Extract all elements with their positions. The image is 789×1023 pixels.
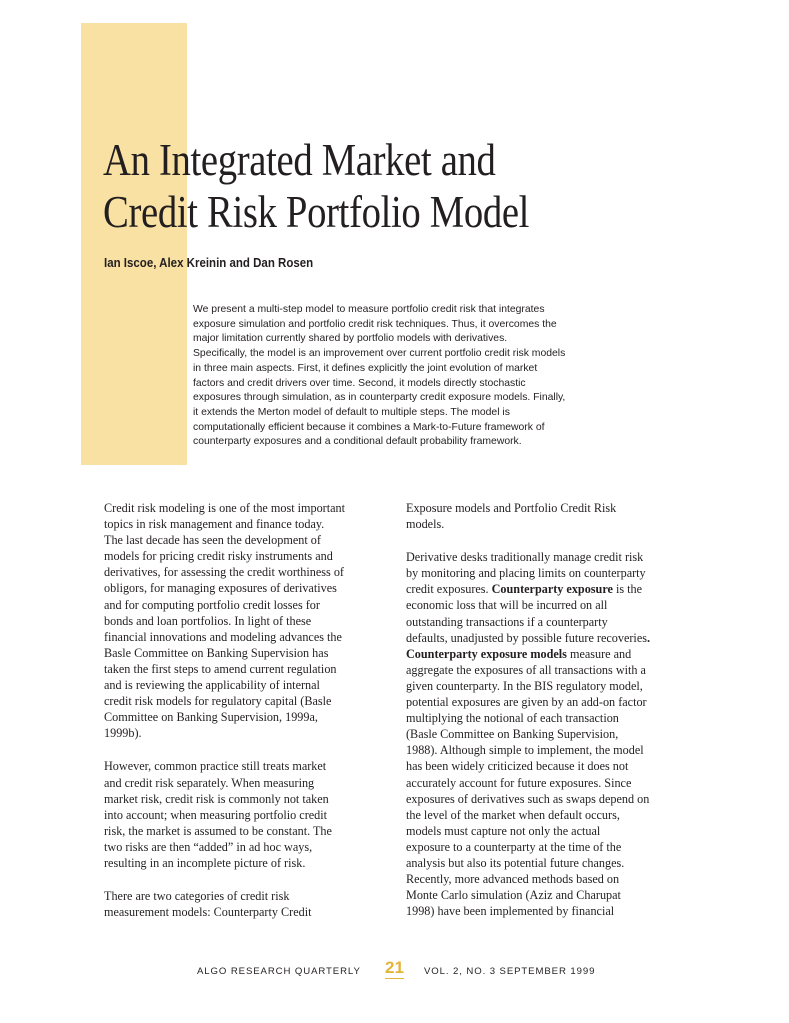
body-line: Monte Carlo simulation (Aziz and Charupat	[406, 888, 621, 903]
body-line: Exposure models and Portfolio Credit Risk	[406, 501, 617, 515]
body-line: resulting in an incomplete picture of risk.	[104, 855, 306, 870]
abstract-line: major limitation currently shared by portfolio models with derivatives.	[193, 333, 508, 345]
body-line: obligors, for managing exposures of derivatives	[104, 581, 337, 596]
body-line	[406, 646, 696, 662]
body-paragraph	[104, 758, 394, 871]
body-paragraph	[104, 500, 394, 741]
body-line: topics in risk management and finance today.	[104, 517, 325, 532]
body-line: Basle Committee on Banking Supervision has	[104, 645, 329, 660]
footer-issue: VOL. 2, NO. 3 SEPTEMBER 1999	[424, 966, 596, 977]
abstract-line: computationally efficient because it combines a Mark-to-Future framework of	[193, 421, 545, 433]
body-line: by monitoring and placing limits on counterparty	[406, 566, 646, 581]
body-text: measure and	[566, 646, 632, 661]
body-line: potential exposures are given by an add-on factor	[406, 695, 647, 710]
abstract-line: exposure simulation and portfolio credit risk techniques. Thus, it overcomes the	[193, 318, 557, 330]
body-paragraph	[104, 888, 394, 920]
body-line: derivatives, for assessing the credit worthiness of	[104, 565, 344, 580]
abstract-line: Specifically, the model is an improvement over current portfolio credit risk models	[193, 348, 566, 360]
body-line: the level of the market when default occurs,	[406, 807, 620, 822]
body-line: given counterparty. In the BIS regulatory model,	[406, 678, 643, 693]
body-line: 1988). Although simple to implement, the model	[406, 743, 644, 758]
body-line: The last decade has seen the development of	[104, 533, 321, 548]
body-line: has been widely criticized because it does not	[406, 759, 629, 774]
body-column-right	[406, 500, 696, 936]
body-line: models for pricing credit risky instruments and	[104, 549, 333, 564]
abstract-line: it extends the Merton model of default to multiple steps. The model is	[193, 406, 510, 418]
body-line: multiplying the notional of each transaction	[406, 711, 619, 726]
body-text: defaults, unadjusted by possible future recoveries	[406, 630, 647, 645]
body-paragraph	[406, 500, 696, 532]
body-line: analysis but also its potential future changes.	[406, 855, 625, 870]
body-column-left	[104, 500, 394, 937]
body-text: .	[646, 630, 651, 645]
body-paragraph	[406, 549, 696, 919]
body-line: market risk, credit risk is commonly not taken	[104, 791, 329, 806]
body-line: models must capture not only the actual	[406, 823, 601, 838]
abstract-line: exposures through simulation, as in counterparty credit exposure models. Finally,	[193, 392, 566, 404]
term-counterparty-exposure-models: Counterparty exposure models	[406, 646, 567, 661]
body-line: accurately account for future exposures. Since	[406, 775, 632, 790]
body-line: Credit risk modeling is one of the most important	[104, 501, 346, 515]
body-text: is the	[612, 582, 643, 597]
body-line: 1998) have been implemented by financial	[406, 904, 615, 919]
footer-page-number: 21	[385, 958, 404, 977]
body-line: exposure to a counterparty at the time of the	[406, 839, 622, 854]
body-line: models.	[406, 517, 445, 532]
body-line: economic loss that will be incurred on all	[406, 598, 608, 613]
body-line: and credit risk separately. When measuring	[104, 775, 315, 790]
body-line: risk, the market is assumed to be constant. The	[104, 823, 332, 838]
body-line: taken the first steps to amend current regulation	[104, 661, 337, 676]
abstract-line: factors and credit drivers over time. Second, it models directly stochastic	[193, 377, 526, 389]
title-line: An Integrated Market and	[103, 135, 496, 185]
body-line: credit risk models for regulatory capital (Basle	[104, 694, 332, 709]
body-line: However, common practice still treats market	[104, 759, 327, 774]
term-counterparty-exposure: Counterparty exposure	[491, 582, 613, 597]
body-line	[406, 581, 696, 597]
body-line: 1999b).	[104, 726, 142, 741]
accent-bar	[81, 23, 187, 465]
body-line: aggregate the exposures of all transactions with a	[406, 662, 646, 677]
body-line: two risks are then “added” in ad hoc ways,	[104, 839, 313, 854]
body-line: exposures of derivatives such as swaps depend on	[406, 791, 650, 806]
title-line: Credit Risk Portfolio Model	[103, 187, 530, 237]
body-line: financial innovations and modeling advances the	[104, 629, 342, 644]
body-text: credit exposures.	[406, 582, 492, 597]
abstract-line: counterparty exposures and a conditional default probability framework.	[193, 436, 522, 448]
body-line: into account; when measuring portfolio credit	[104, 807, 328, 822]
body-line: bonds and loan portfolios. In light of these	[104, 613, 312, 628]
body-line: (Basle Committee on Banking Supervision,	[406, 727, 619, 742]
body-line: Committee on Banking Supervision, 1999a,	[104, 710, 318, 725]
footer-journal-name: ALGO RESEARCH QUARTERLY	[197, 966, 361, 977]
body-line: measurement models: Counterparty Credit	[104, 905, 312, 920]
body-line	[406, 630, 696, 646]
article-title	[103, 134, 671, 238]
body-line: Derivative desks traditionally manage credit risk	[406, 550, 644, 565]
body-line: Recently, more advanced methods based on	[406, 872, 620, 887]
abstract-line: We present a multi-step model to measure portfolio credit risk that integrates	[193, 304, 545, 315]
authors: Ian Iscoe, Alex Kreinin and Dan Rosen	[104, 256, 314, 270]
body-line: outstanding transactions if a counterparty	[406, 614, 608, 629]
body-line: There are two categories of credit risk	[104, 889, 290, 904]
abstract-line: in three main aspects. First, it defines explicitly the joint evolution of market	[193, 362, 538, 374]
body-line: and is reviewing the applicability of internal	[104, 678, 320, 693]
body-line: and for computing portfolio credit losses for	[104, 597, 320, 612]
abstract	[193, 303, 643, 450]
